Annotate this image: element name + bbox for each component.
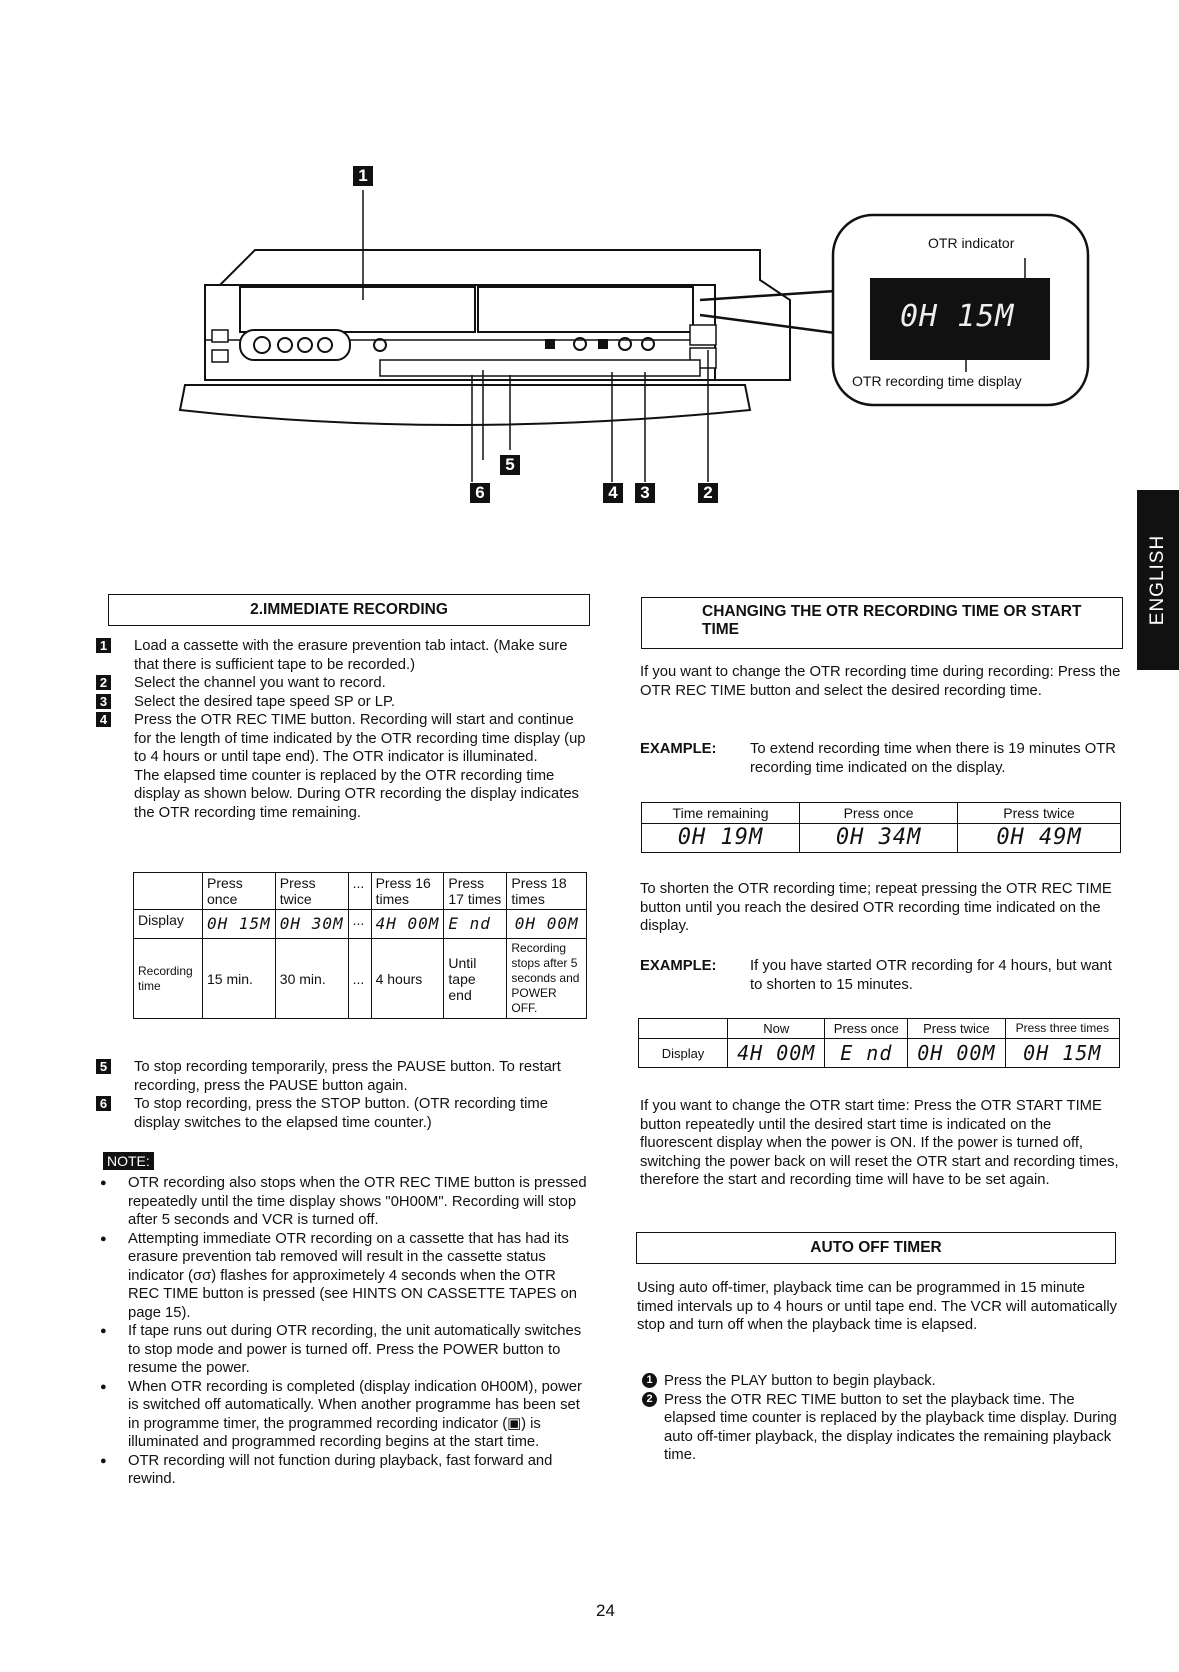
otr-press-table (133, 872, 587, 1019)
otr-display-6: 0H 00M (507, 910, 587, 939)
shorten-h4: Press three times (1005, 1019, 1119, 1039)
extend-h2: Press once (800, 803, 958, 824)
example-2-text: If you have started OTR recording for 4 hours, but want to shorten to 15 minutes. (750, 958, 1112, 993)
vcr-illustration (0, 0, 1179, 520)
otr-rec-1: 15 min. (203, 939, 276, 1019)
step-4: 4 Press the OTR REC TIME button. Recording will start and continue for the length of time indicated by the OTR recording time display (up to 4 hours or until tape end). The OTR indicator is illuminated. (96, 711, 588, 767)
otr-display-1: 0H 15M (203, 910, 276, 939)
shorten-h2: Press once (825, 1019, 908, 1039)
otr-table-h2: Press twice (275, 873, 348, 910)
immediate-recording-title-text: 2.IMMEDIATE RECORDING (250, 601, 448, 618)
changing-p2: To shorten the OTR recording time; repeat pressing the OTR REC TIME button until you reach the desired OTR recording time indicated on the display. (640, 881, 1112, 934)
shorten-h0 (639, 1019, 728, 1039)
otr-table-corner (134, 873, 203, 910)
auto-step-2-text: Press the OTR REC TIME button to set the playback time. The elapsed time counter is replaced by the playback time display. During auto off-timer playback, the display indicates the remaining playback time. (664, 1391, 1117, 1463)
immediate-steps-2 (96, 1058, 588, 1132)
extend-v1: 0H 19M (642, 824, 800, 853)
shorten-v2: E nd (825, 1039, 908, 1068)
extend-v2: 0H 34M (800, 824, 958, 853)
step-6-text: To stop recording, press the STOP button. (OTR recording time display switches to the elapsed time counter.) (134, 1096, 548, 1131)
vcr-figure (0, 0, 1179, 520)
otr-display-2: 0H 30M (275, 910, 348, 939)
otr-lcd-readout: 0H 15M (900, 299, 1015, 334)
step-1-text: Load a cassette with the erasure prevention tab intact. (Make sure that there is sufficient tape to be recorded.) (134, 638, 568, 673)
otr-display-label: OTR recording time display (852, 373, 1022, 389)
auto-step-1: 1 Press the PLAY button to begin playback. (640, 1372, 1120, 1391)
changing-p1: If you want to change the OTR recording time during recording: Press the OTR REC TIME button and select the desired recording time. (640, 664, 1121, 699)
note-item: ● OTR recording will not function during playback, fast forward and rewind. (96, 1452, 588, 1489)
example-1-text: To extend recording time when there is 19 minutes OTR recording time indicated on the display. (750, 741, 1116, 776)
extend-table-values (642, 824, 1121, 853)
step-2-text: Select the channel you want to record. (134, 675, 386, 691)
language-tab-label: ENGLISH (1147, 534, 1168, 626)
note-item: ● When OTR recording is completed (display indication 0H00M), power is switched off automatically. When another programme has been set in programme timer, the programmed recording indicator (▣) is illuminated and programmed recording begins at the start time. (96, 1378, 588, 1452)
otr-table-rec-row (134, 939, 587, 1019)
extend-h3: Press twice (958, 803, 1121, 824)
step-4-para: The elapsed time counter is replaced by the OTR recording time display as shown below. During OTR recording the display indicates the OTR recording time remaining. (134, 767, 579, 821)
callout-5: 5 (500, 455, 520, 475)
otr-rec-5: Until tape end (444, 939, 507, 1019)
changing-p3: If you want to change the OTR start time: Press the OTR START TIME button repeatedly until the desired start time is indicated on the fluorescent display when the power is ON. If the power is turned off, switching the power back on will reset the OTR start and recording times, therefore the start and recording time will have to be set again. (640, 1098, 1119, 1188)
auto-off-title (636, 1232, 1116, 1264)
auto-step-1-text: Press the PLAY button to begin playback. (664, 1373, 936, 1389)
shorten-h1: Now (728, 1019, 825, 1039)
step-4-text: Press the OTR REC TIME button. Recording will start and continue for the length of time indicated by the OTR recording time display (up to 4 hours or until tape end). The OTR indicator is illuminated. (134, 712, 586, 765)
otr-table-h1: Press once (203, 873, 276, 910)
page-number: 24 (596, 1601, 615, 1620)
shorten-v4: 0H 15M (1005, 1039, 1119, 1068)
note-item: ● Attempting immediate OTR recording on a cassette that has had its erasure prevention tab removed will result in the cassette status indicator (σσ) flashes for approximetely 4 seconds when the OTR REC TIME button is pressed (see HINTS ON CASSETTE TAPES on page 15). (96, 1230, 588, 1323)
auto-off-p1: Using auto off-timer, playback time can be programmed in 15 minute timed intervals up to 4 hours or until tape end. The VCR will automatically stop and turn off when the playback time is elapsed. (637, 1280, 1118, 1333)
auto-step-2: 2 Press the OTR REC TIME button to set the playback time. The elapsed time counter is replaced by the playback time display. During auto off-timer playback, the display indicates the remaining playback time. (640, 1391, 1120, 1465)
otr-display-3: ... (348, 910, 371, 939)
step-1: 1 Load a cassette with the erasure prevention tab intact. (Make sure that there is sufficient tape to be recorded.) (96, 637, 588, 674)
callout-3: 3 (635, 483, 655, 503)
note-item: ● If tape runs out during OTR recording, the unit automatically switches to stop mode and power is turned off. Press the POWER button to resume the power. (96, 1322, 588, 1378)
changing-otr-title (641, 597, 1123, 649)
note-item: ● OTR recording also stops when the OTR REC TIME button is pressed repeatedly until the time display shows "0H00M". Recording will stop after 5 seconds and VCR is turned off. (96, 1174, 588, 1230)
auto-off-title-text: AUTO OFF TIMER (810, 1239, 942, 1256)
otr-table-h3: ... (348, 873, 371, 910)
otr-table-h4: Press 16 times (371, 873, 444, 910)
note-list (96, 1174, 588, 1489)
otr-table-header-row (134, 873, 587, 910)
step-3: 3 Select the desired tape speed SP or LP. (96, 693, 588, 712)
otr-table-display-label: Display (134, 910, 203, 939)
callout-6: 6 (470, 483, 490, 503)
step-3-text: Select the desired tape speed SP or LP. (134, 693, 396, 710)
extend-table (641, 802, 1121, 853)
otr-rec-4: 4 hours (371, 939, 444, 1019)
otr-table-rec-label: Recording time (134, 939, 203, 1019)
callout-1: 1 (353, 166, 373, 186)
shorten-h3: Press twice (908, 1019, 1005, 1039)
otr-table-h6: Press 18 times (507, 873, 587, 910)
otr-rec-2: 30 min. (275, 939, 348, 1019)
auto-off-steps (640, 1372, 1120, 1465)
otr-display-5: E nd (444, 910, 507, 939)
shorten-v3: 0H 00M (908, 1039, 1005, 1068)
otr-rec-6: Recording stops after 5 seconds and POWER OFF. (507, 939, 587, 1019)
shorten-v1: 4H 00M (728, 1039, 825, 1068)
language-tab (1137, 490, 1179, 670)
otr-table-display-row (134, 910, 587, 939)
shorten-row-label: Display (639, 1039, 728, 1068)
extend-h1: Time remaining (642, 803, 800, 824)
step-5: 5 To stop recording temporarily, press the PAUSE button. To restart recording, press the PAUSE button again. (96, 1058, 588, 1095)
shorten-table (638, 1018, 1120, 1068)
immediate-recording-title (108, 594, 590, 626)
otr-indicator-label: OTR indicator (928, 235, 1015, 251)
example-1 (640, 740, 1122, 777)
otr-table-h5: Press 17 times (444, 873, 507, 910)
step-2: 2 Select the channel you want to record. (96, 674, 588, 693)
extend-table-header (642, 803, 1121, 824)
note-label: NOTE: (103, 1152, 154, 1170)
callout-2: 2 (698, 483, 718, 503)
step-5-text: To stop recording temporarily, press the PAUSE button. To restart recording, press the PAUSE button again. (134, 1059, 561, 1094)
changing-otr-title-text: CHANGING THE OTR RECORDING TIME OR START TIME (702, 603, 1082, 638)
shorten-table-header (639, 1019, 1120, 1039)
extend-v3: 0H 49M (958, 824, 1121, 853)
immediate-steps (96, 637, 588, 822)
shorten-table-values (639, 1039, 1120, 1068)
otr-rec-3: ... (348, 939, 371, 1019)
callout-4: 4 (603, 483, 623, 503)
example-2-label: EXAMPLE: (640, 958, 717, 974)
example-2 (640, 957, 1122, 994)
otr-display-4: 4H 00M (371, 910, 444, 939)
step-6: 6 To stop recording, press the STOP button. (OTR recording time display switches to the elapsed time counter.) (96, 1095, 588, 1132)
example-1-label: EXAMPLE: (640, 741, 717, 757)
